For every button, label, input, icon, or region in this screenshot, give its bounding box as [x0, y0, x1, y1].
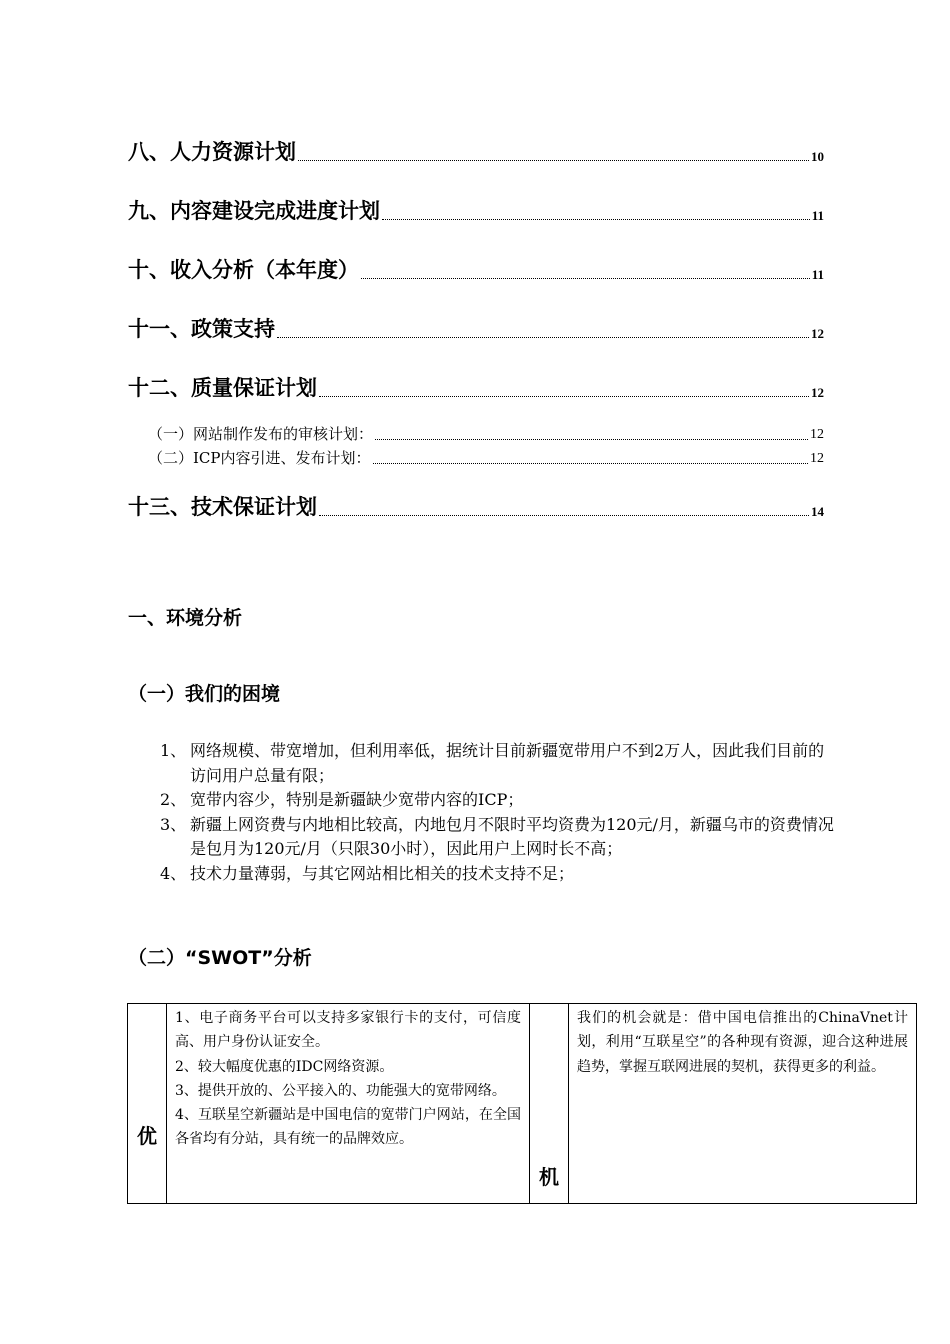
swot-strength-text — [167, 1004, 529, 1152]
list-item — [160, 739, 840, 788]
toc-entry-title: 十一、政策支持 — [128, 317, 275, 341]
toc-leader-dots — [298, 160, 809, 161]
swot-strength-label: 优 — [137, 1124, 157, 1148]
list-number: 4、 — [160, 863, 187, 883]
toc-leader-dots — [319, 396, 809, 397]
swot-strength-label-cell — [128, 1004, 167, 1204]
toc-entry-revenue-analysis[interactable] — [128, 256, 824, 284]
toc-leader-dots — [319, 515, 809, 516]
swot-opportunity-text: 我们的机会就是：借中国电信推出的ChinaVnet计划，利用“互联星空”的各种现有资源，迎合这种进展趋势，掌握互联网进展的契机，获得更多的利益。 — [577, 1010, 908, 1075]
subsection-heading: （一）我们的困境 — [128, 683, 281, 705]
toc-entry-title: 九、内容建设完成进度计划 — [128, 199, 380, 223]
list-item — [160, 862, 840, 887]
list-number: 1、 — [160, 741, 187, 760]
toc-entry-policy-support[interactable] — [128, 315, 824, 343]
toc-entry-hr-plan[interactable] — [128, 138, 824, 166]
swot-strength-line: 3、提供开放的、公平接入的、功能强大的宽带网络。 — [175, 1082, 506, 1099]
toc-leader-dots — [375, 439, 808, 440]
toc-entry-quality-plan[interactable] — [128, 374, 824, 402]
list-item — [160, 788, 840, 813]
list-text: 宽带内容少，特别是新疆缺少宽带内容的ICP； — [190, 790, 524, 809]
toc-page-number: 12 — [810, 427, 824, 442]
toc-page-number: 10 — [811, 149, 824, 164]
toc-subentry-review-plan[interactable] — [148, 424, 824, 444]
swot-table — [127, 1003, 917, 1204]
toc-entry-title: 十、收入分析（本年度） — [128, 258, 359, 282]
toc-entry-title: 八、人力资源计划 — [128, 140, 296, 164]
toc-page-number: 12 — [810, 451, 824, 466]
list-text: 技术力量薄弱，与其它网站相比相关的技术支持不足； — [190, 863, 575, 883]
list-text: 新疆上网资费与内地相比较高，内地包月不限时平均资费为120元/月，新疆乌市的资费情况是包月为120元/月（只限30小时），因此用户上网时长不高； — [190, 814, 834, 858]
toc-leader-dots — [382, 219, 810, 220]
toc-leader-dots — [373, 463, 809, 464]
swot-strength-line: 1、电子商务平台可以支持多家银行卡的支付，可信度高、用户身份认证安全。 — [175, 1010, 521, 1051]
toc-entry-title: 十三、技术保证计划 — [128, 495, 317, 519]
toc-entry-tech-plan[interactable] — [128, 493, 824, 521]
toc-entry-title: （二）ICP内容引进、发布计划： — [148, 449, 371, 467]
list-number: 3、 — [160, 814, 187, 834]
toc-entry-title: （一）网站制作发布的审核计划： — [148, 425, 374, 443]
toc-subentry-icp-plan[interactable] — [148, 448, 824, 468]
swot-opportunity-cell — [569, 1004, 917, 1204]
swot-strength-line: 4、互联星空新疆站是中国电信的宽带门户网站，在全国各省均有分站，具有统一的品牌效应。 — [175, 1107, 521, 1148]
toc-page-number: 12 — [811, 326, 824, 341]
list-text: 网络规模、带宽增加，但利用率低，据统计目前新疆宽带用户不到2万人，因此我们目前的访问用户总量有限； — [190, 741, 825, 785]
swot-opportunity-label-cell — [530, 1004, 569, 1204]
section-heading: 一、环境分析 — [128, 607, 243, 629]
toc-page-number: 12 — [811, 385, 824, 400]
toc-entry-content-schedule[interactable] — [128, 197, 824, 225]
toc-leader-dots — [277, 337, 809, 338]
swot-opportunity-label: 机 — [539, 1165, 559, 1189]
subsection-heading: （二）“SWOT”分析 — [128, 947, 312, 969]
toc-page-number: 11 — [811, 208, 824, 223]
swot-strength-cell — [167, 1004, 530, 1204]
toc-page-number: 14 — [811, 504, 824, 519]
toc-page-number: 11 — [811, 267, 824, 282]
toc-entry-title: 十二、质量保证计划 — [128, 376, 317, 400]
list-number: 2、 — [160, 790, 187, 809]
difficulties-list — [160, 739, 840, 886]
list-item — [160, 813, 840, 862]
toc-leader-dots — [361, 278, 810, 279]
swot-strength-line: 2、较大幅度优惠的IDC网络资源。 — [175, 1058, 394, 1075]
